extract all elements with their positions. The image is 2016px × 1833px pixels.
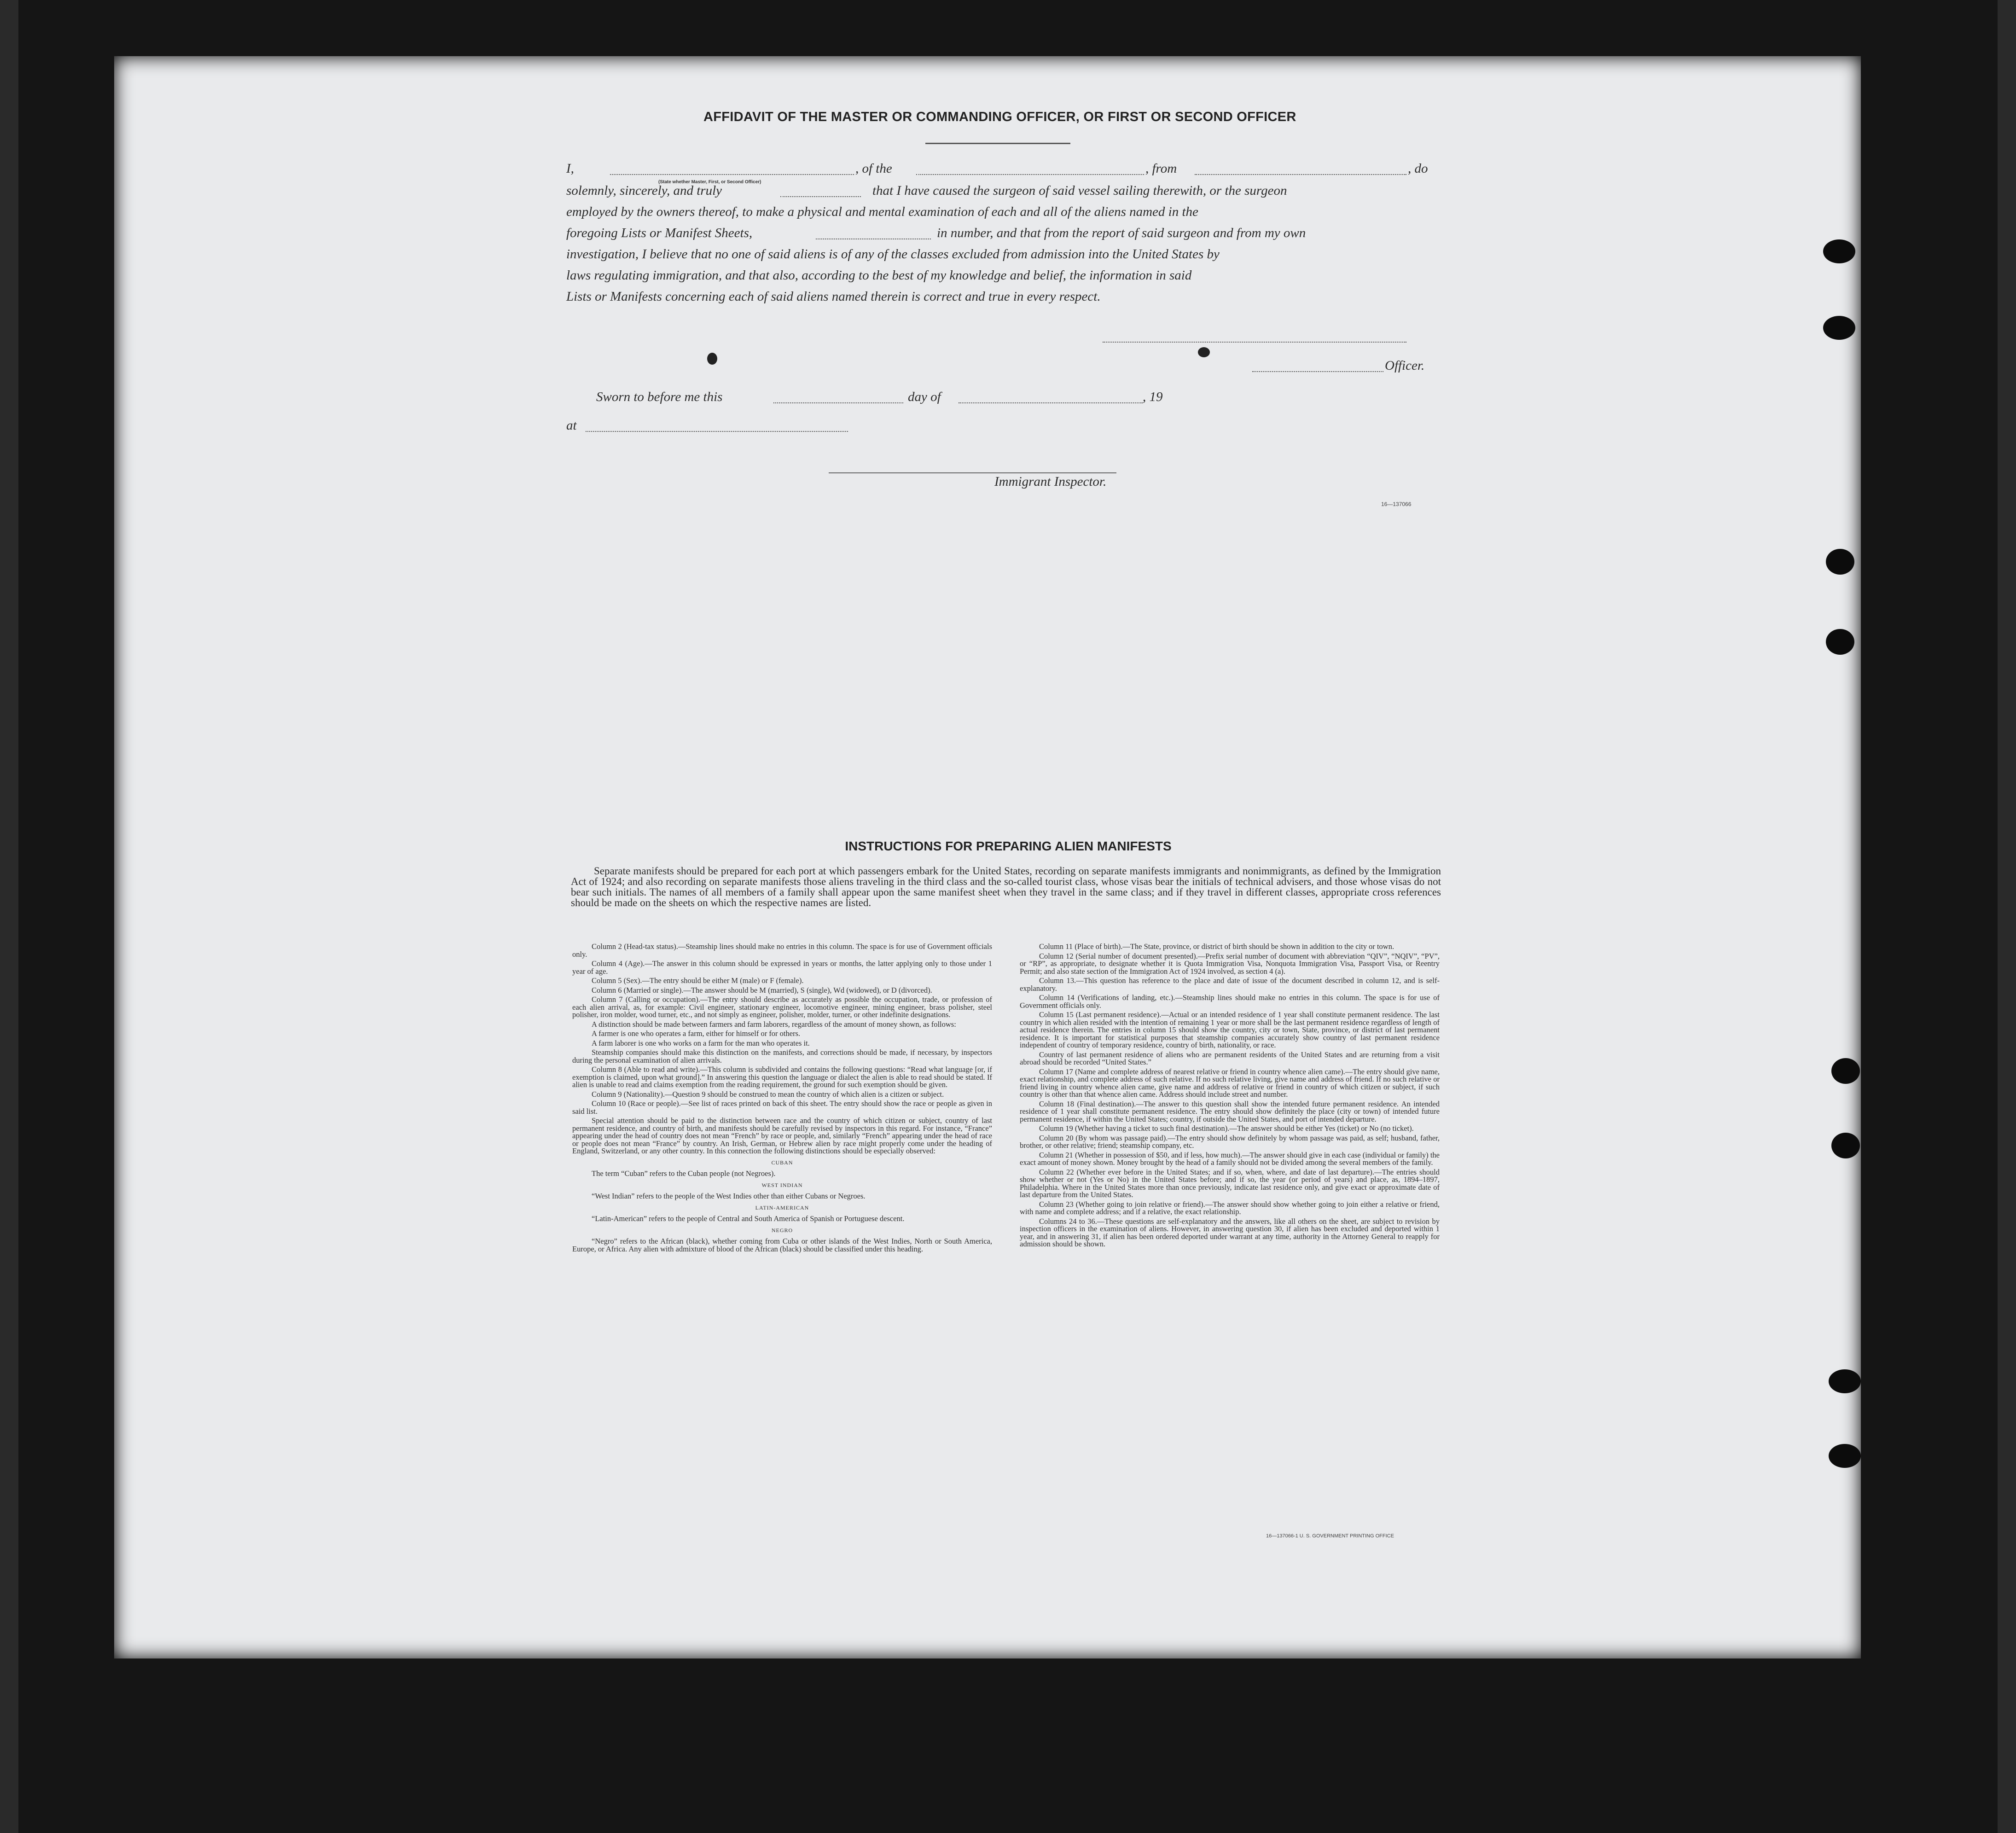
affidavit-of-the: , of the <box>855 161 892 176</box>
instruction-paragraph: Column 12 (Serial number of document presented).—Prefix serial number of document with abbreviation “QIV”, “NQIV”, “PV”, or “RP”, as appropriate, to designate whether it is Quota Immigration Visa, Nonquota Immigration Visa, Passport Visa, or Reentry Permit; and also state section of the Immigration Act of 1924 involved, as section 4 (a). <box>1020 951 1440 976</box>
affidavit-line2-start: solemnly, sincerely, and truly <box>566 183 722 198</box>
instruction-paragraph: Column 9 (Nationality).—Question 9 should be construed to mean the country of which alien is a citizen or subject. <box>592 1089 944 1099</box>
affidavit-line5: investigation, I believe that no one of said aliens is of any of the classes excluded from admission into the United States by <box>566 247 1220 262</box>
instruction-paragraph: A farmer is one who operates a farm, either for himself or for others. <box>592 1029 801 1038</box>
affidavit-line3: employed by the owners thereof, to make a physical and mental examination of each and all of the aliens named in the <box>566 204 1198 219</box>
instruction-paragraph: A farm laborer is one who works on a farm for the man who operates it. <box>592 1038 810 1047</box>
ink-spot <box>707 353 717 365</box>
punch-hole <box>1823 239 1855 263</box>
printing-office-imprint: 16—137066-1 U. S. GOVERNMENT PRINTING OFFICE <box>1266 1533 1394 1539</box>
heading-cuban: CUBAN <box>771 1159 793 1166</box>
instructions-left-column <box>572 943 992 1255</box>
instruction-paragraph: A distinction should be made between farmers and farm laborers, regardless of the amount of money shown, as follows: <box>592 1019 956 1029</box>
instruction-paragraph: Column 23 (Whether going to join relative or friend).—The answer should show whether going to join either a relative or friend, with name and complete address; and if a relative, the exact relationship. <box>1020 1199 1440 1216</box>
title-rule <box>925 143 1070 144</box>
instruction-paragraph: Column 18 (Final destination).—The answer to this question shall show the intended future permanent residence. An intended residence of 1 year shall constitute permanent residence. The entry should show definitely the place (city or town) of intended future permanent residence, if within the United States; country, if outside the United States, and port of intended departure. <box>1020 1099 1440 1123</box>
affidavit-title: AFFIDAVIT OF THE MASTER OR COMMANDING OFFICER, OR FIRST OR SECOND OFFICER <box>703 110 1296 124</box>
officer-label: Officer. <box>1385 358 1425 373</box>
affidavit-line4-end: in number, and that from the report of said surgeon and from my own <box>937 226 1306 240</box>
sworn-month-field[interactable] <box>959 402 1143 403</box>
affidavit-i: I, <box>566 161 574 176</box>
heading-latin-american: LATIN-AMERICAN <box>755 1204 809 1211</box>
vessel-name-field[interactable] <box>916 174 1144 175</box>
instruction-paragraph: Column 20 (By whom was passage paid).—The entry should show definitely by whom passage was paid, as self; husband, father, brother, or other relative; friend; steamship company, etc. <box>1020 1133 1440 1150</box>
punch-hole <box>1826 549 1854 575</box>
instruction-paragraph: Column 10 (Race or people).—See list of races printed on back of this sheet. The entry should show the race or people as given in said list. <box>572 1099 992 1116</box>
instruction-paragraph: The term “Cuban” refers to the Cuban people (not Negroes). <box>592 1169 776 1178</box>
instruction-paragraph: Column 15 (Last permanent residence).—Actual or an intended residence of 1 year shall constitute permanent residence. The last country in which alien resided with the intention of remaining 1 year or more shall be the last permanent residence regardless of length of actual residence therein. The entries in column 15 should show the country, city or town, State, province, or district of last permanent residence. It is important for statistical purposes that steamship companies accurately show country of last permanent residence independent of country of temporary residence, country of birth, nationality, or race. <box>1020 1010 1440 1049</box>
instruction-paragraph: Column 5 (Sex).—The entry should be either M (male) or F (female). <box>592 976 804 985</box>
affidavit-line4-start: foregoing Lists or Manifest Sheets, <box>566 226 753 240</box>
punch-hole <box>1831 1058 1860 1084</box>
instruction-paragraph: Column 2 (Head-tax status).—Steamship lines should make no entries in this column. The space is for use of Government officials only. <box>572 942 992 959</box>
instruction-paragraph: Special attention should be paid to the distinction between race and the country of which citizen or subject, country of last permanent residence, and country of birth, and manifests should be carefully revised by inspectors in this regard. For instance, “France” appearing under the head of country does not mean “French” by race or people, and, similarly “French” appearing under the head of race or people does not mean “France” by country. An Irish, German, or Hebrew alien by race might properly come under the heading of England, Switzerland, or any other country. In this connection the following distinctions should be especially observed: <box>572 1116 992 1155</box>
port-from-field[interactable] <box>1195 174 1406 175</box>
signature-field[interactable] <box>1103 342 1406 343</box>
affidavit-line6: laws regulating immigration, and that also, according to the best of my knowledge and belief, the information in said <box>566 268 1192 283</box>
affidavit-line2-end: that I have caused the surgeon of said vessel sailing therewith, or the surgeon <box>872 183 1287 198</box>
punch-hole <box>1829 1444 1861 1468</box>
instruction-paragraph: Column 13.—This question has reference to the place and date of issue of the document described in column 12, and is self-explanatory. <box>1020 976 1440 993</box>
instruction-paragraph: Column 6 (Married or single).—The answer should be M (married), S (single), Wd (widowed), or D (divorced). <box>592 985 932 995</box>
instructions-title: INSTRUCTIONS FOR PREPARING ALIEN MANIFESTS <box>845 839 1172 853</box>
day-of-text: day of <box>908 390 941 404</box>
instruction-paragraph: Column 19 (Whether having a ticket to such final destination).—The answer should be either Yes (ticket) or No (no ticket). <box>1039 1124 1414 1133</box>
punch-hole <box>1829 1369 1861 1393</box>
inspector-signature-line[interactable] <box>829 472 1116 473</box>
officer-signature-field[interactable] <box>1252 371 1383 372</box>
frame-right-edge <box>1998 0 2016 1833</box>
affidavit-from: , from <box>1145 161 1177 176</box>
heading-west-indian: WEST INDIAN <box>761 1181 803 1188</box>
instruction-paragraph: Column 7 (Calling or occupation).—The entry should describe as accurately as possible the occupation, trade, or profession of each alien arrival, as, for example: Civil engineer, stationary engineer, locomotive engineer, mining engineer, brass polisher, steel polisher, iron molder, wood turner, etc., and not simply as engineer, polisher, molder, turner, or other indefinite designations. <box>572 995 992 1019</box>
punch-hole <box>1831 1133 1860 1158</box>
place-field[interactable] <box>586 431 848 432</box>
instruction-paragraph: Column 8 (Able to read and write).—This column is subdivided and contains the following questions: “Read what language [or, if exemption is claimed, upon what ground].” In answering this question the language or dialect the alien is able to read should be stated. If alien is unable to read and claims exemption from the reading requirement, the ground for such exemption should be given. <box>572 1065 992 1089</box>
instruction-paragraph: “Latin-American” refers to the people of Central and South America of Spanish or Portuguese descent. <box>592 1214 905 1223</box>
ink-spot <box>1198 347 1210 357</box>
officer-note: (State whether Master, First, or Second Officer) <box>658 180 761 185</box>
oath-field[interactable] <box>780 196 861 197</box>
sworn-text: Sworn to before me this <box>596 390 723 404</box>
inspector-label: Immigrant Inspector. <box>994 474 1107 489</box>
at-text: at <box>566 418 577 433</box>
affidavit-line7: Lists or Manifests concerning each of said aliens named therein is correct and true in every respect. <box>566 289 1101 304</box>
instructions-intro: Separate manifests should be prepared for each port at which passengers embark for the United States, recording on separate manifests immigrants and nonimmigrants, as defined by the Immigration Act of 1924; and also recording on separate manifests those aliens traveling in the third class and the so-called tourist class, whose visas bear the initials of technical advisers, and those whose visas do not bear such initials. The names of all members of a family shall appear upon the same manifest sheet when they travel in the same class; and if they travel in different classes, appropriate cross references should be made on the sheets on which the respective names are listed. <box>571 865 1441 908</box>
instruction-paragraph: Column 14 (Verifications of landing, etc.).—Steamship lines should make no entries in this column. The space is for use of Government officials only. <box>1020 993 1440 1010</box>
instruction-paragraph: Columns 24 to 36.—These questions are self-explanatory and the answers, like all others on the sheet, are subject to revision by inspection officers in the examination of aliens. However, in answering question 30, if alien has been excluded and deported within 1 year, and in answering 31, if alien has been ordered deported under warrant at any time, authority in the Attorney General to reapply for admission should be shown. <box>1020 1216 1440 1248</box>
year-text: , 19 <box>1143 390 1163 404</box>
affidavit-do: , do <box>1408 161 1428 176</box>
instruction-paragraph: Steamship companies should make this distinction on the manifests, and corrections should be made, if necessary, by inspectors during the personal examination of alien arrivals. <box>572 1048 992 1065</box>
punch-hole <box>1826 629 1854 655</box>
instruction-paragraph: “West Indian” refers to the people of the West Indies other than either Cubans or Negroes. <box>592 1192 866 1200</box>
instruction-paragraph: Column 17 (Name and complete address of nearest relative or friend in country whence alien came).—The entry should give name, exact relationship, and complete address of such relative. If no such relative living, give name and address of friend. If no such relative or friend living in country whence alien came, give name and address of relative or friend in country of which citizen or subject, if such country is other than that whence alien came. Address should include street and number. <box>1020 1067 1440 1099</box>
punch-hole <box>1823 316 1855 340</box>
instruction-paragraph: Column 22 (Whether ever before in the United States; and if so, when, where, and date of last departure).—The entries should show whether or not (Yes or No) in the United States before; and if so, the year (or period of years) and place, as, 1894–1897, Philadelphia. Where in the United States more than once previously, indicate last residence only, and give exact or approximate date of last departure from the United States. <box>1020 1167 1440 1199</box>
form-code: 16—137066 <box>1381 501 1412 507</box>
instruction-paragraph: “Negro” refers to the African (black), whether coming from Cuba or other islands of the West Indies, North or South America, Europe, or Africa. Any alien with admixture of blood of the African (black) should be classified under this heading. <box>572 1237 992 1253</box>
instruction-paragraph: Column 11 (Place of birth).—The State, province, or district of birth should be shown in addition to the city or town. <box>1039 942 1394 951</box>
sworn-day-field[interactable] <box>773 402 903 403</box>
instructions-right-column <box>1020 943 1440 1250</box>
heading-negro: NEGRO <box>771 1227 793 1234</box>
frame-left-edge <box>0 0 18 1833</box>
officer-rank-field[interactable] <box>610 174 854 175</box>
instruction-paragraph: Column 21 (Whether in possession of $50, and if less, how much).—The answer should give in each case (individual or family) the exact amount of money shown. Money brought by the head of a family should not be divided among the several members of the family. <box>1020 1150 1440 1167</box>
instruction-paragraph: Country of last permanent residence of aliens who are permanent residents of the United States and are returning from a visit abroad should be recorded “United States.” <box>1020 1050 1440 1066</box>
instruction-paragraph: Column 4 (Age).—The answer in this column should be expressed in years or months, the latter applying only to those under 1 year of age. <box>572 959 992 976</box>
